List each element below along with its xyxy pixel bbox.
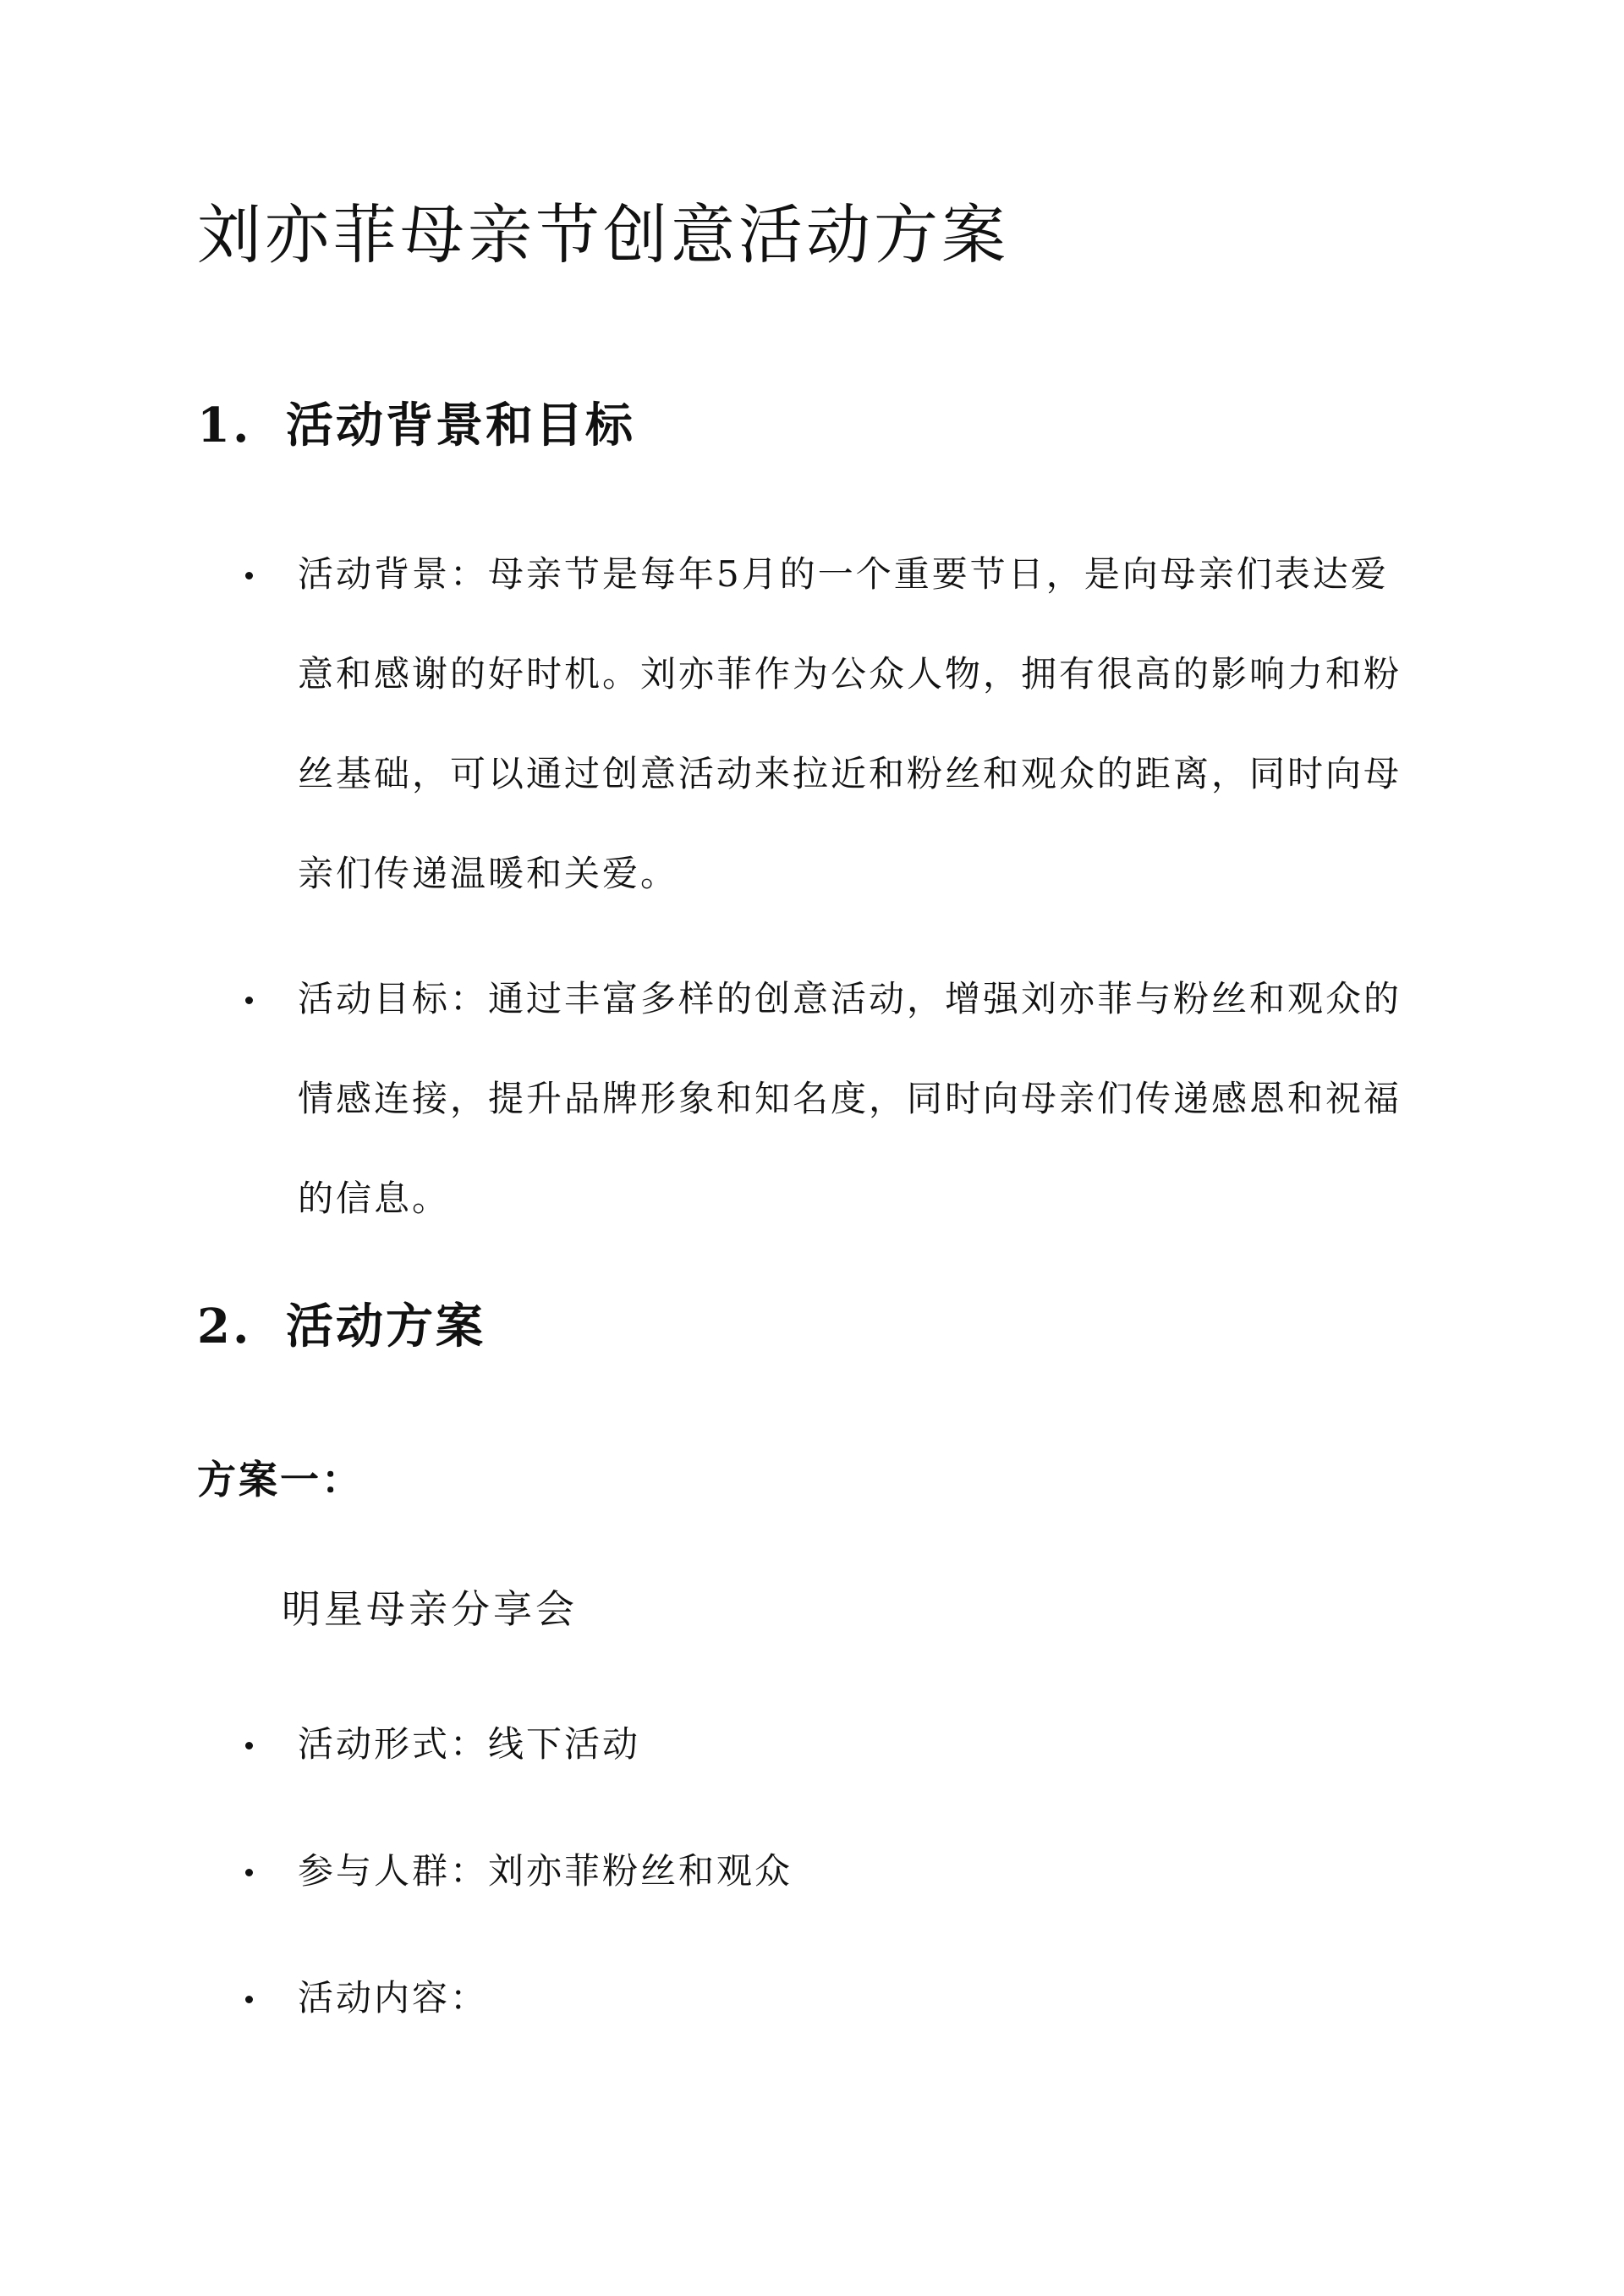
- section-heading-text: 活动方案: [286, 1299, 486, 1354]
- list-item-text: 活动内容：: [298, 1977, 489, 2019]
- section-heading-background-goals: [197, 398, 635, 454]
- section-number: 1.: [197, 398, 252, 453]
- bullet-dot: [245, 997, 253, 1004]
- section-heading-text: 活动背景和目标: [286, 398, 635, 453]
- bullet-dot: [245, 572, 253, 579]
- bullet-dot: [245, 1869, 253, 1876]
- list-item-text: 参与人群：刘亦菲粉丝和观众: [298, 1850, 793, 1892]
- list-item-text: 活动背景：母亲节是每年5月的一个重要节日，是向母亲们表达爱意和感谢的好时机。刘亦菲作为公众人物，拥有很高的影响力和粉丝基础，可以通过创意活动来拉近和粉丝和观众的距离，同时向母亲们传递温暖和关爱。: [298, 553, 1402, 894]
- document-title: 刘亦菲母亲节创意活动方案: [197, 197, 1009, 272]
- list-item-text: 活动目标：通过丰富多样的创意活动，增强刘亦菲与粉丝和观众的情感连接，提升品牌形象和知名度，同时向母亲们传递感恩和祝福的信息。: [298, 978, 1402, 1219]
- section-heading-plan: [197, 1299, 486, 1355]
- list-item-background: [245, 525, 1429, 924]
- plan-label: 方案一：: [197, 1457, 363, 1502]
- list-item-content: [245, 1948, 1429, 2048]
- bullet-dot: [245, 1742, 253, 1749]
- bullet-dot: [245, 1996, 253, 2003]
- section-number: 2.: [197, 1299, 252, 1354]
- plan-name: 明星母亲分享会: [282, 1586, 578, 1632]
- list-item-format: [245, 1695, 1429, 1794]
- list-item-text: 活动形式：线下活动: [298, 1723, 641, 1765]
- list-item-goals: [245, 949, 1429, 1249]
- list-item-participants: [245, 1821, 1429, 1921]
